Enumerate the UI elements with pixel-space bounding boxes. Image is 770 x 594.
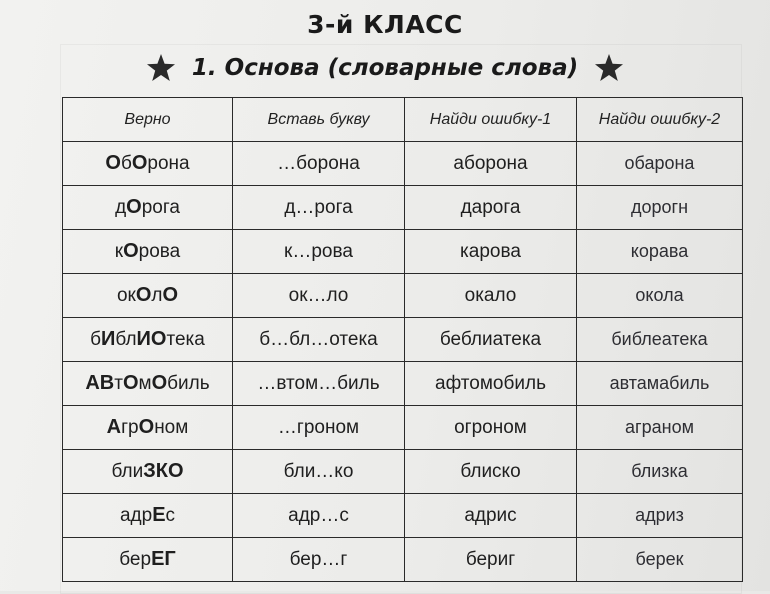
insert-letter-word: б…бл…отека — [233, 318, 405, 362]
highlighted-letters: О — [151, 372, 168, 394]
word-part: м — [138, 373, 152, 394]
correct-word — [63, 406, 233, 450]
table-row — [63, 494, 743, 538]
error-2-word: аграном — [577, 406, 743, 450]
topic-title: 1. Основа (словарные слова) — [191, 55, 579, 81]
highlighted-letters: ЕГ — [151, 548, 176, 570]
highlighted-letters: О — [162, 284, 179, 306]
table-header-row — [63, 98, 743, 142]
table-row — [63, 450, 743, 494]
header-find-error-2: Найди ошибку-2 — [577, 98, 743, 142]
word-part: б — [120, 153, 132, 174]
word-part: гр — [121, 417, 139, 438]
error-1-word: беблиатека — [405, 318, 577, 362]
header-insert-letter: Вставь букву — [233, 98, 405, 142]
error-1-word: бериг — [405, 538, 577, 582]
error-1-word: дарога — [405, 186, 577, 230]
error-1-word: адрис — [405, 494, 577, 538]
correct-word — [63, 494, 233, 538]
error-2-word: корава — [577, 230, 743, 274]
insert-letter-word: бли…ко — [233, 450, 405, 494]
correct-word — [63, 362, 233, 406]
correct-word — [63, 318, 233, 362]
table-row — [63, 186, 743, 230]
highlighted-letters: Е — [152, 504, 166, 526]
correct-word — [63, 142, 233, 186]
highlighted-letters: О — [105, 152, 121, 174]
insert-letter-word: …втом…биль — [233, 362, 405, 406]
table-row — [63, 230, 743, 274]
error-1-word: аборона — [405, 142, 577, 186]
insert-letter-word: к…рова — [233, 230, 405, 274]
correct-word — [63, 274, 233, 318]
word-part: рога — [141, 197, 180, 218]
word-part: с — [165, 505, 176, 526]
word-part: д — [115, 197, 127, 218]
highlighted-letters: О — [126, 196, 142, 218]
correct-word — [63, 186, 233, 230]
error-2-word: окола — [577, 274, 743, 318]
word-part: бли — [111, 461, 144, 482]
word-part: рона — [147, 153, 190, 174]
highlighted-letters: О — [167, 460, 184, 482]
table-row — [63, 362, 743, 406]
error-2-word: дорогн — [577, 186, 743, 230]
word-part: рова — [138, 241, 181, 262]
error-2-word: библеатека — [577, 318, 743, 362]
highlighted-letters: О — [123, 240, 139, 262]
error-2-word: адриз — [577, 494, 743, 538]
word-part: бер — [119, 549, 152, 570]
header-correct: Верно — [63, 98, 233, 142]
error-1-word: афтомобиль — [405, 362, 577, 406]
star-icon — [594, 53, 624, 83]
insert-letter-word: ок…ло — [233, 274, 405, 318]
word-part: т — [114, 373, 123, 394]
insert-letter-word: …гроном — [233, 406, 405, 450]
insert-letter-word: д…рога — [233, 186, 405, 230]
correct-word — [63, 230, 233, 274]
highlighted-letters: О — [138, 416, 155, 438]
highlighted-letters: ЗК — [143, 460, 168, 482]
error-1-word: окало — [405, 274, 577, 318]
error-2-word: автамабиль — [577, 362, 743, 406]
correct-word — [63, 538, 233, 582]
highlighted-letters: АВ — [85, 372, 115, 394]
word-part: к — [114, 241, 124, 262]
highlighted-letters: О — [122, 372, 139, 394]
insert-letter-word: адр…с — [233, 494, 405, 538]
error-2-word: близка — [577, 450, 743, 494]
word-part: бл — [115, 329, 137, 350]
correct-word — [63, 450, 233, 494]
error-2-word: обарона — [577, 142, 743, 186]
star-icon — [146, 53, 176, 83]
table-row — [63, 538, 743, 582]
header-find-error-1: Найди ошибку-1 — [405, 98, 577, 142]
topic-heading-row — [130, 48, 640, 88]
highlighted-letters: И — [101, 328, 116, 350]
word-part: биль — [167, 373, 210, 394]
grade-heading: 3-й КЛАСС — [307, 10, 463, 39]
insert-letter-word: бер…г — [233, 538, 405, 582]
word-part: ном — [154, 417, 189, 438]
highlighted-letters: О — [135, 284, 152, 306]
error-1-word: карова — [405, 230, 577, 274]
highlighted-letters: О — [131, 152, 148, 174]
error-1-word: блиско — [405, 450, 577, 494]
word-part: тека — [166, 329, 205, 350]
word-table — [62, 97, 743, 582]
table-row — [63, 274, 743, 318]
error-2-word: берек — [577, 538, 743, 582]
word-part: ок — [116, 285, 136, 306]
word-part: л — [151, 285, 163, 306]
table-row — [63, 142, 743, 186]
insert-letter-word: …борона — [233, 142, 405, 186]
highlighted-letters: ИО — [136, 328, 167, 350]
word-part: б — [90, 329, 102, 350]
word-part: адр — [119, 505, 153, 526]
table-row — [63, 406, 743, 450]
highlighted-letters: А — [106, 416, 122, 438]
table-row — [63, 318, 743, 362]
error-1-word: огроном — [405, 406, 577, 450]
